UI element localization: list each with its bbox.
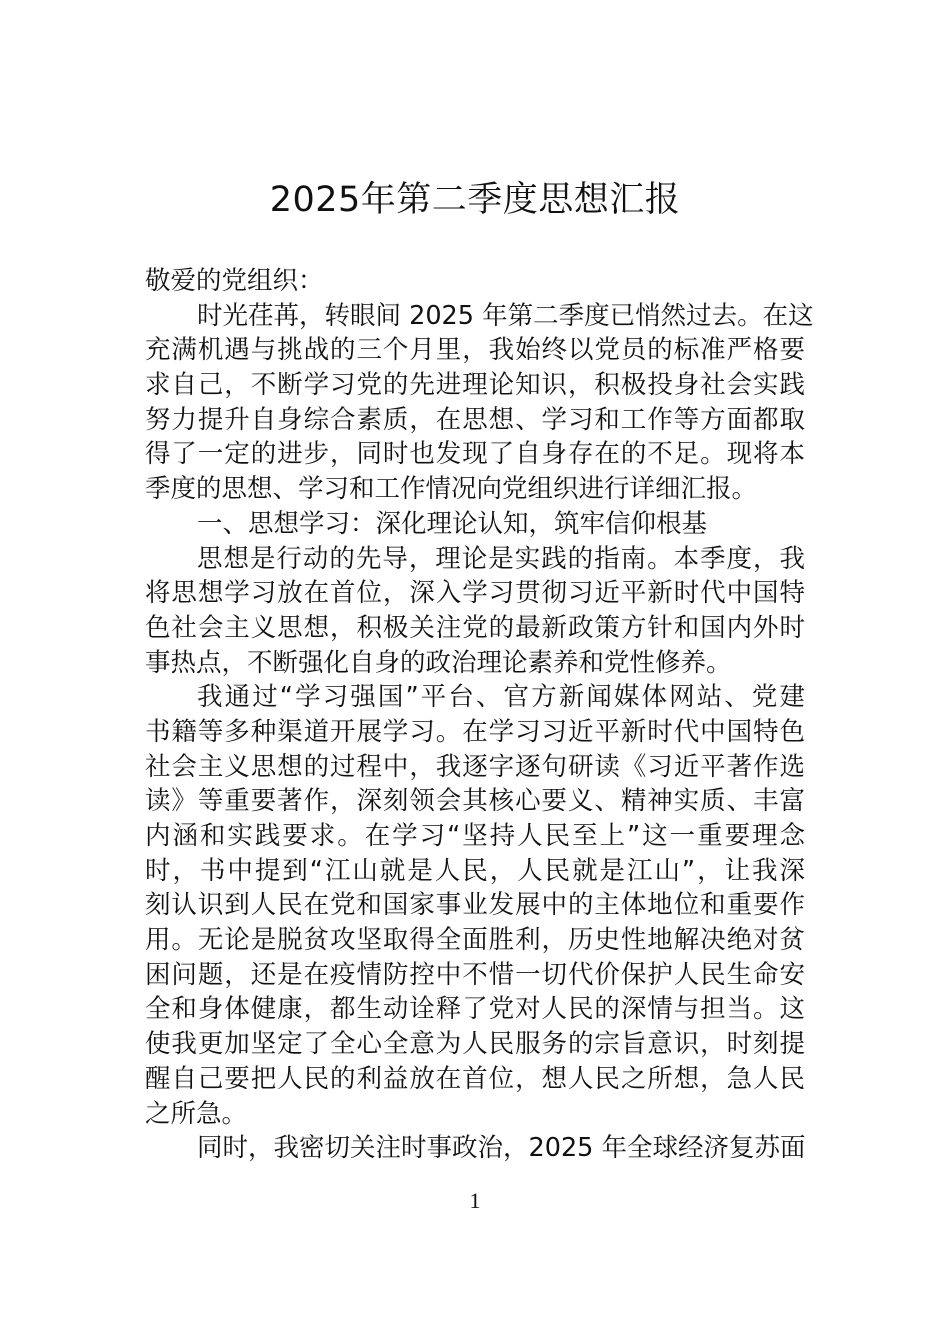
text-line: 书籍等多种渠道开展学习。在学习习近平新时代中国特色: [145, 716, 805, 747]
text-line: 全和身体健康，都生动诠释了党对人民的深情与担当。这: [145, 994, 805, 1025]
text-line: 色社会主义思想，积极关注党的最新政策方针和国内外时: [145, 612, 805, 643]
document-title: 2025年第二季度思想汇报: [269, 180, 681, 220]
text-line: 使我更加坚定了全心全意为人民服务的宗旨意识，时刻提: [145, 1029, 805, 1060]
text-line: 刻认识到人民在党和国家事业发展中的主体地位和重要作: [145, 890, 805, 921]
text-line: 季度的思想、学习和工作情况向党组织进行详细汇报。: [145, 474, 758, 505]
text-line: 得了一定的进步，同时也发现了自身存在的不足。现将本: [145, 439, 805, 470]
text-line: 事热点，不断强化自身的政治理论素养和党性修养。: [145, 647, 732, 678]
text-line: 同时，我密切关注时事政治，2025 年全球经济复苏面: [197, 1133, 806, 1164]
text-line: 困问题，还是在疫情防控中不惜一切代价保护人民生命安: [145, 959, 805, 990]
text-line: 社会主义思想的过程中，我逐字逐句研读《习近平著作选: [145, 751, 805, 782]
text-line: 时光荏苒，转眼间 2025 年第二季度已悄然过去。在这: [197, 300, 814, 331]
document-body: [145, 264, 814, 1166]
text-line: 之所急。: [145, 1098, 248, 1129]
text-line: 将思想学习放在首位，深入学习贯彻习近平新时代中国特: [145, 578, 805, 609]
text-line: 醒自己要把人民的利益放在首位，想人民之所想，急人民: [145, 1063, 805, 1094]
text-line: 充满机遇与挑战的三个月里，我始终以党员的标准严格要: [145, 335, 805, 366]
section-heading: 一、思想学习：深化理论认知，筑牢信仰根基: [197, 508, 708, 539]
salutation: 敬爱的党组织：: [145, 266, 324, 296]
text-line: 内涵和实践要求。在学习“坚持人民至上”这一重要理念: [145, 821, 805, 851]
text-line: 用。无论是脱贫攻坚取得全面胜利，历史性地解决绝对贫: [145, 925, 805, 956]
page-number: 1: [469, 1188, 481, 1213]
text-line: 求自己，不断学习党的先进理论知识，积极投身社会实践: [145, 370, 805, 401]
text-line: 思想是行动的先导，理论是实践的指南。本季度，我: [197, 543, 805, 574]
text-line: 我通过“学习强国”平台、官方新闻媒体网站、党建: [197, 682, 805, 713]
text-line: 努力提升自身综合素质，在思想、学习和工作等方面都取: [145, 404, 805, 435]
text-line: 时，书中提到“江山就是人民，人民就是江山”，让我深: [145, 855, 805, 886]
text-line: 读》等重要著作，深刻领会其核心要义、精神实质、丰富: [145, 786, 805, 817]
